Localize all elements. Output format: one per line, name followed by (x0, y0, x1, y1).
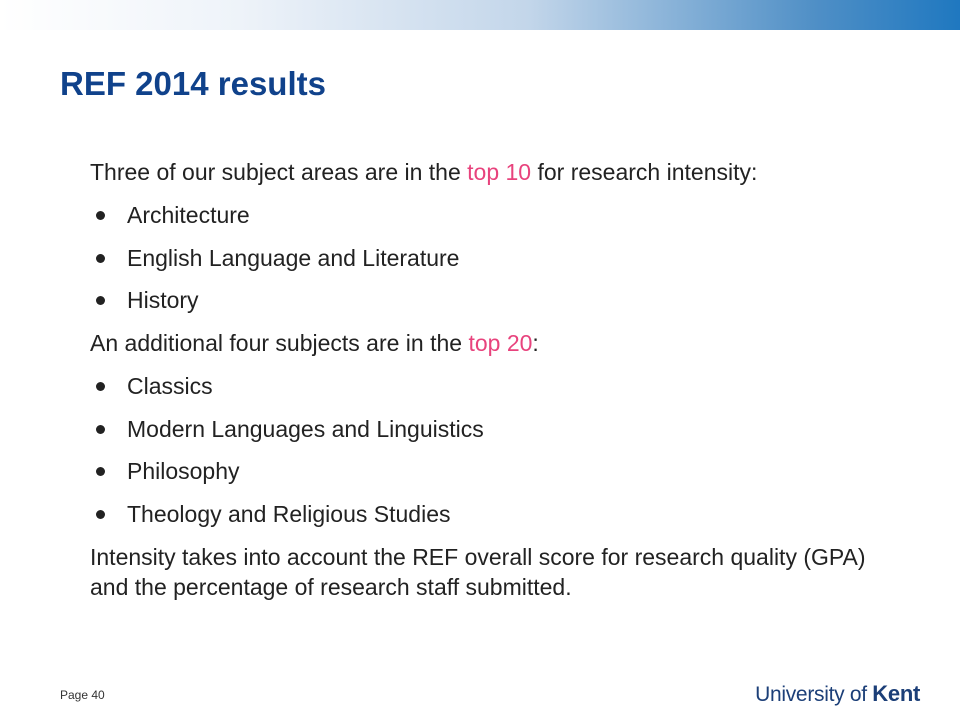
intro-top10-before: Three of our subject areas are in the (90, 159, 468, 185)
bullet-icon (96, 296, 105, 305)
intro-top20-after: : (532, 330, 539, 356)
page-number: Page 40 (60, 688, 105, 702)
bullet-icon (96, 425, 105, 434)
intro-top10-after: for research intensity: (531, 159, 758, 185)
bullet-icon (96, 510, 105, 519)
subject-label: Philosophy (127, 458, 240, 485)
subject-label: History (127, 287, 199, 314)
subject-label: Classics (127, 372, 213, 399)
intro-top20-highlight: top 20 (468, 330, 533, 356)
list-item (90, 415, 870, 444)
logo-text-main: University of (755, 683, 873, 706)
slide-content (90, 158, 870, 603)
bullet-icon (96, 211, 105, 220)
list-item (90, 457, 870, 486)
list-item (90, 201, 870, 230)
bullet-icon (96, 254, 105, 263)
subject-label: Architecture (127, 201, 250, 228)
bullet-icon (96, 467, 105, 476)
subject-label: Theology and Religious Studies (127, 501, 451, 527)
intro-top20 (90, 329, 870, 358)
university-logo (755, 681, 920, 707)
subject-label: Modern Languages and Linguistics (127, 415, 484, 442)
intro-top10 (90, 158, 870, 187)
intro-top20-before: An additional four subjects are in the (90, 330, 469, 356)
slide-title: REF 2014 results (60, 65, 326, 102)
list-item (90, 244, 870, 273)
logo-text-kent: Kent (872, 681, 920, 706)
list-item (90, 500, 870, 529)
intensity-note: Intensity takes into account the REF overall score for research quality (GPA) and the percentage of research staff submitted. (90, 543, 866, 600)
top10-subject-list (90, 201, 870, 315)
intro-top10-highlight: top 10 (467, 159, 532, 185)
header-gradient-band (0, 0, 960, 30)
top20-subject-list (90, 372, 870, 529)
bullet-icon (96, 382, 105, 391)
subject-label: English Language and Literature (127, 244, 460, 271)
list-item (90, 286, 870, 315)
list-item (90, 372, 870, 401)
